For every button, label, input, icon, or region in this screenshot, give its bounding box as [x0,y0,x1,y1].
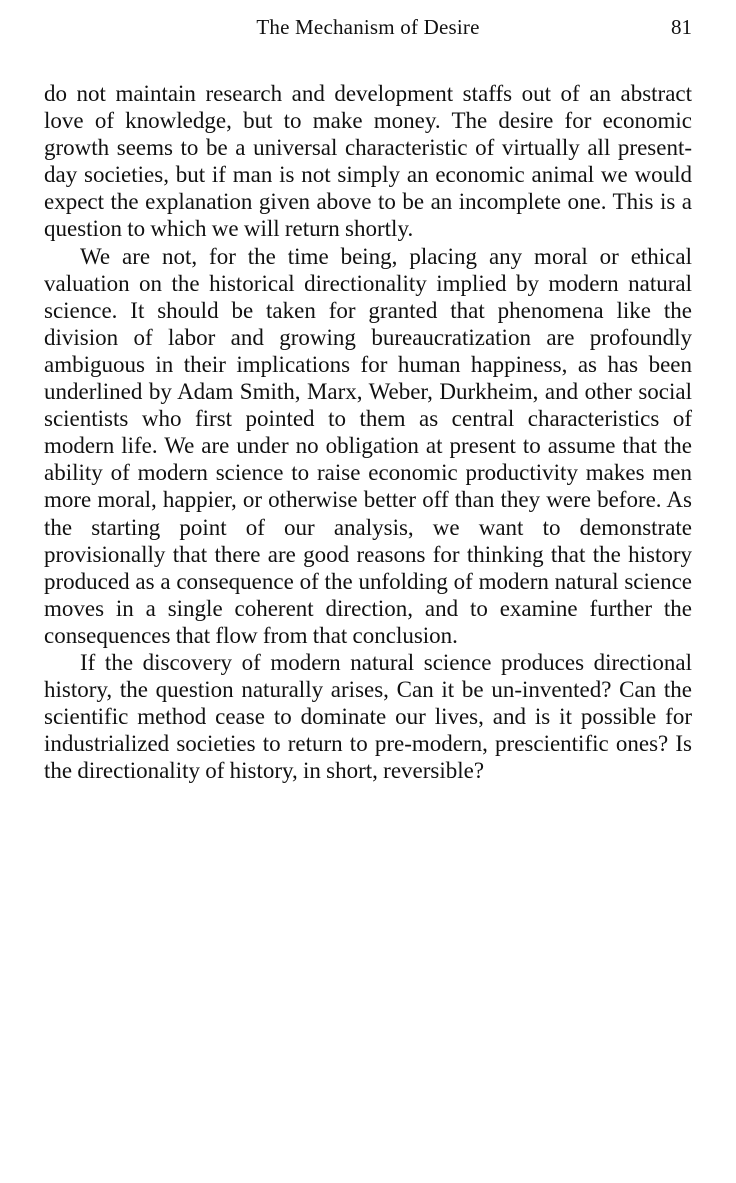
page-number: 81 [671,15,692,39]
paragraph-continued: do not maintain research and development staffs out of an abstract love of knowledge, but to make money. The desire for economic growth seems to be a universal characteristic of virtually all present-day societies, but if man is not simply an economic animal we would expect the explanation given above to be an incomplete one. This is a question to which we will return shortly. [44,81,692,242]
body-text [44,80,692,784]
page-header [44,12,692,42]
paragraph-reversibility-question: If the discovery of modern natural science produces directional history, the question naturally arises, Can it be un-invented? Can the scientific method cease to dominate our lives, and is it possible for industrialized societies to return to pre-modern, prescientific ones? Is the directionality of history, in short, reversible? [44,649,692,784]
paragraph-moral-valuation: We are not, for the time being, placing any moral or ethical valuation on the historical directionality implied by modern natural science. It should be taken for granted that phenomena like the division of labor and growing bureaucratization are profoundly ambiguous in their implications for human happiness, as has been underlined by Adam Smith, Marx, Weber, Durkheim, and other social scientists who first pointed to them as central characteristics of modern life. We are under no obligation at present to assume that the ability of modern science to raise economic productivity makes men more moral, happier, or otherwise better off than they were before. As the starting point of our analysis, we want to demonstrate provisionally that there are good reasons for thinking that the history produced as a consequence of the unfolding of modern natural science moves in a single coherent direction, and to examine further the consequences that flow from that conclusion. [44,243,692,648]
running-title: The Mechanism of Desire [256,15,480,39]
